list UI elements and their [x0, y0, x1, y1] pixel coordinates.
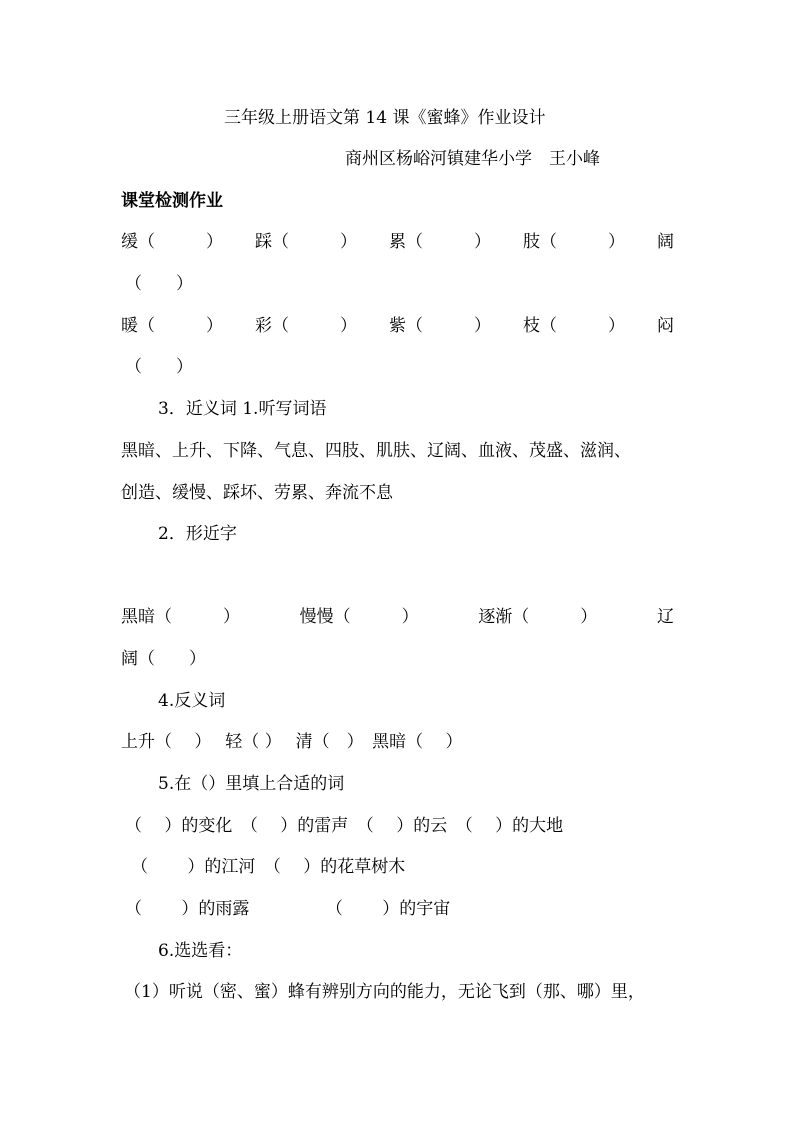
fill-item: 缓（ ）	[121, 232, 223, 252]
word-list-line: 创造、缓慢、踩坏、劳累、奔流不息	[121, 483, 393, 503]
fill-item: 慢慢（ ）	[299, 607, 419, 627]
fill-item: 阔	[657, 232, 674, 252]
row-continuation: 阔（ ）	[121, 649, 206, 669]
antonym-line: 上升（ ） 轻（ ） 清（ ） 黑暗（ ）	[121, 732, 463, 752]
section-heading: 课堂检测作业	[121, 191, 223, 211]
pinyin-row-2	[121, 315, 674, 337]
fill-item: 枝（ ）	[523, 316, 625, 336]
fill-item: 辽	[656, 607, 674, 627]
question-heading: 5.在（）里填上合适的词	[158, 774, 345, 794]
fill-blank-line: （ ）的江河 （ ）的花草树木	[131, 857, 406, 877]
fill-item: 黑暗（ ）	[121, 607, 240, 627]
question-heading: 4.反义词	[158, 691, 226, 711]
fill-item: 彩（ ）	[255, 316, 357, 336]
question-text: （1）听说（密、蜜）蜂有辨别方向的能力，无论飞到（那、哪）里，	[124, 982, 645, 1002]
row-continuation: （ ）	[125, 357, 193, 377]
question-heading: 3．近义词 1.听写词语	[158, 399, 327, 419]
fill-item: 闷	[657, 316, 674, 336]
row-continuation: （ ）	[125, 274, 193, 294]
author-line: 商州区杨峪河镇建华小学 王小峰	[345, 149, 600, 169]
pinyin-row-1	[121, 231, 674, 253]
fill-item: 暖（ ）	[121, 316, 223, 336]
fill-item: 累（ ）	[389, 232, 491, 252]
question-heading: 6.选选看：	[158, 941, 243, 961]
fill-item: 紫（ ）	[389, 316, 491, 336]
similar-chars-row	[121, 606, 674, 628]
word-list-line: 黑暗、上升、下降、气息、四肢、肌肤、辽阔、血液、茂盛、滋润、	[121, 441, 631, 461]
page-title: 三年级上册语文第 14 课《蜜蜂》作业设计	[224, 108, 546, 128]
fill-item: 踩（ ）	[255, 232, 357, 252]
question-heading: 2．形近字	[158, 524, 237, 544]
fill-item: 肢（ ）	[523, 232, 625, 252]
fill-item: 逐渐（ ）	[478, 607, 598, 627]
fill-blank-line: （ ）的变化 （ ）的雷声 （ ）的云 （ ）的大地	[125, 816, 564, 836]
fill-blank-line: （ ）的雨露 （ ）的宇宙	[125, 899, 451, 919]
